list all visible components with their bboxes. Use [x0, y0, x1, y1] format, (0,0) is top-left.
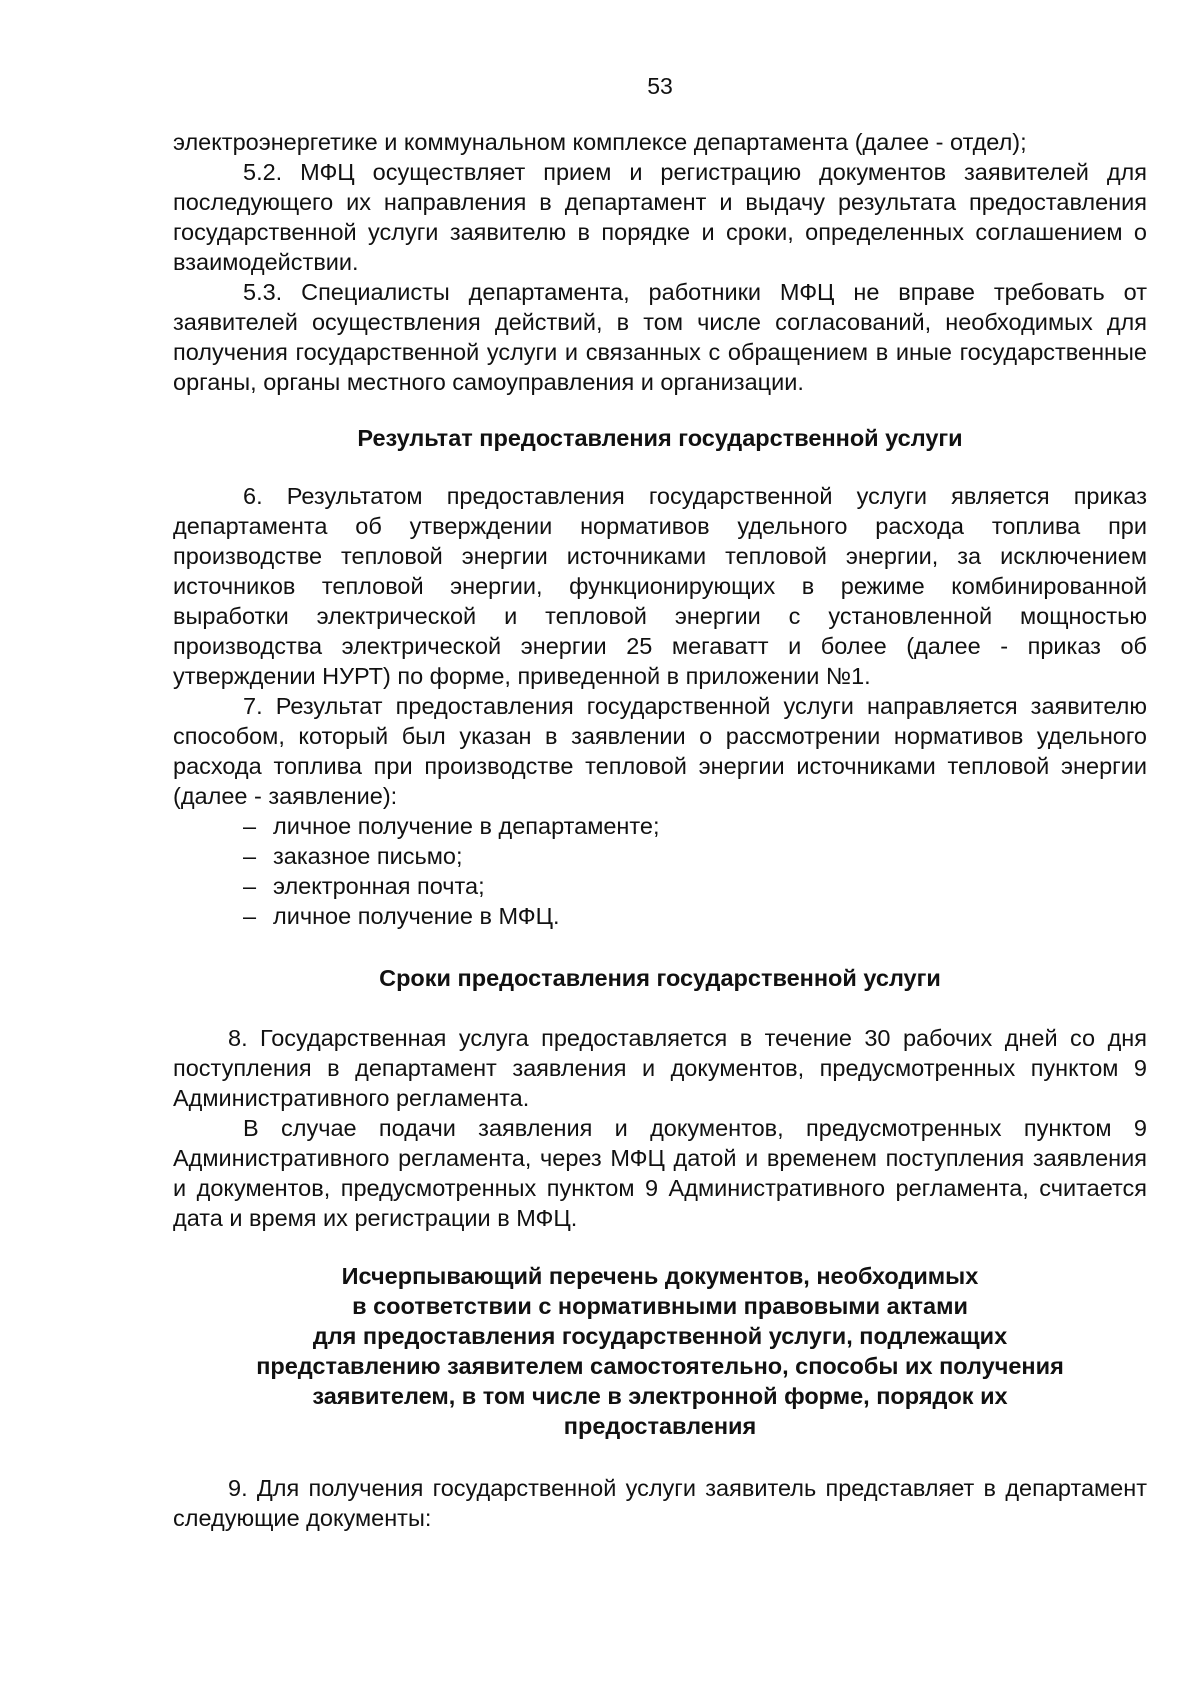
heading-documents-line: в соответствии с нормативными правовыми актами — [352, 1293, 968, 1319]
paragraph-6: 6. Результатом предоставления государственной услуги является приказ департамента об утверждении нормативов удельного расхода топлива при производстве тепловой энергии источниками тепловой энергии, за исключением источников тепловой энергии, функционирующих в режиме комбинированной выработки электрической и тепловой энергии с установленной мощностью производства электрической энергии 25 мегаватт и более (далее - приказ об утверждении НУРТ) по форме, приведенной в приложении №1. — [173, 483, 1147, 689]
heading-documents-line: представлению заявителем самостоятельно, способы их получения — [256, 1353, 1064, 1379]
heading-terms: Сроки предоставления государственной услуги — [379, 965, 941, 991]
heading-documents-line: предоставления — [563, 1413, 757, 1439]
paragraph-8-mfc: В случае подачи заявления и документов, предусмотренных пунктом 9 Административного регламента, через МФЦ датой и временем поступления заявления и документов, предусмотренных пунктом 9 Административного регламента, считается дата и время их регистрации в МФЦ. — [173, 1115, 1147, 1231]
paragraph-5-1-end: электроэнергетике и коммунальном комплексе департамента (далее - отдел); — [173, 129, 1027, 155]
delivery-methods-list — [173, 811, 1147, 931]
paragraph-5-3: 5.3. Специалисты департамента, работники МФЦ не вправе требовать от заявителей осуществления действий, в том числе согласований, необходимых для получения государственной услуги и связанных с обращением в иные государственные органы, органы местного самоуправления и организации. — [173, 279, 1147, 395]
dash-marker: – — [243, 903, 257, 929]
document-body — [173, 127, 1147, 1533]
paragraph-8: 8. Государственная услуга предоставляется в течение 30 рабочих дней со дня поступления в департамент заявления и документов, предусмотренных пунктом 9 Административного регламента. — [173, 1025, 1147, 1111]
heading-documents — [173, 1261, 1147, 1441]
paragraph-7: 7. Результат предоставления государственной услуги направляется заявителю способом, который был указан в заявлении о рассмотрении нормативов удельного расхода топлива при производстве тепловой энергии источниками тепловой энергии (далее - заявление): — [173, 693, 1147, 809]
dash-marker: – — [243, 843, 257, 869]
paragraph-9: 9. Для получения государственной услуги заявитель представляет в департамент следующие документы: — [173, 1475, 1147, 1531]
list-item: – личное получение в МФЦ. — [243, 903, 560, 929]
list-item: – электронная почта; — [243, 873, 485, 899]
list-item: – личное получение в департаменте; — [243, 813, 660, 839]
heading-result: Результат предоставления государственной услуги — [357, 425, 963, 451]
page-number: 53 — [647, 73, 673, 99]
dash-marker: – — [243, 813, 257, 839]
heading-documents-line: для предоставления государственной услуги, подлежащих — [312, 1323, 1008, 1349]
paragraph-5-2: 5.2. МФЦ осуществляет прием и регистрацию документов заявителей для последующего их направления в департамент и выдачу результата предоставления государственной услуги заявителю в порядке и сроки, определенных соглашением о взаимодействии. — [173, 159, 1147, 275]
dash-marker: – — [243, 873, 257, 899]
list-item: – заказное письмо; — [243, 843, 463, 869]
heading-documents-line: Исчерпывающий перечень документов, необходимых — [341, 1263, 979, 1289]
heading-documents-line: заявителем, в том числе в электронной форме, порядок их — [312, 1383, 1008, 1409]
